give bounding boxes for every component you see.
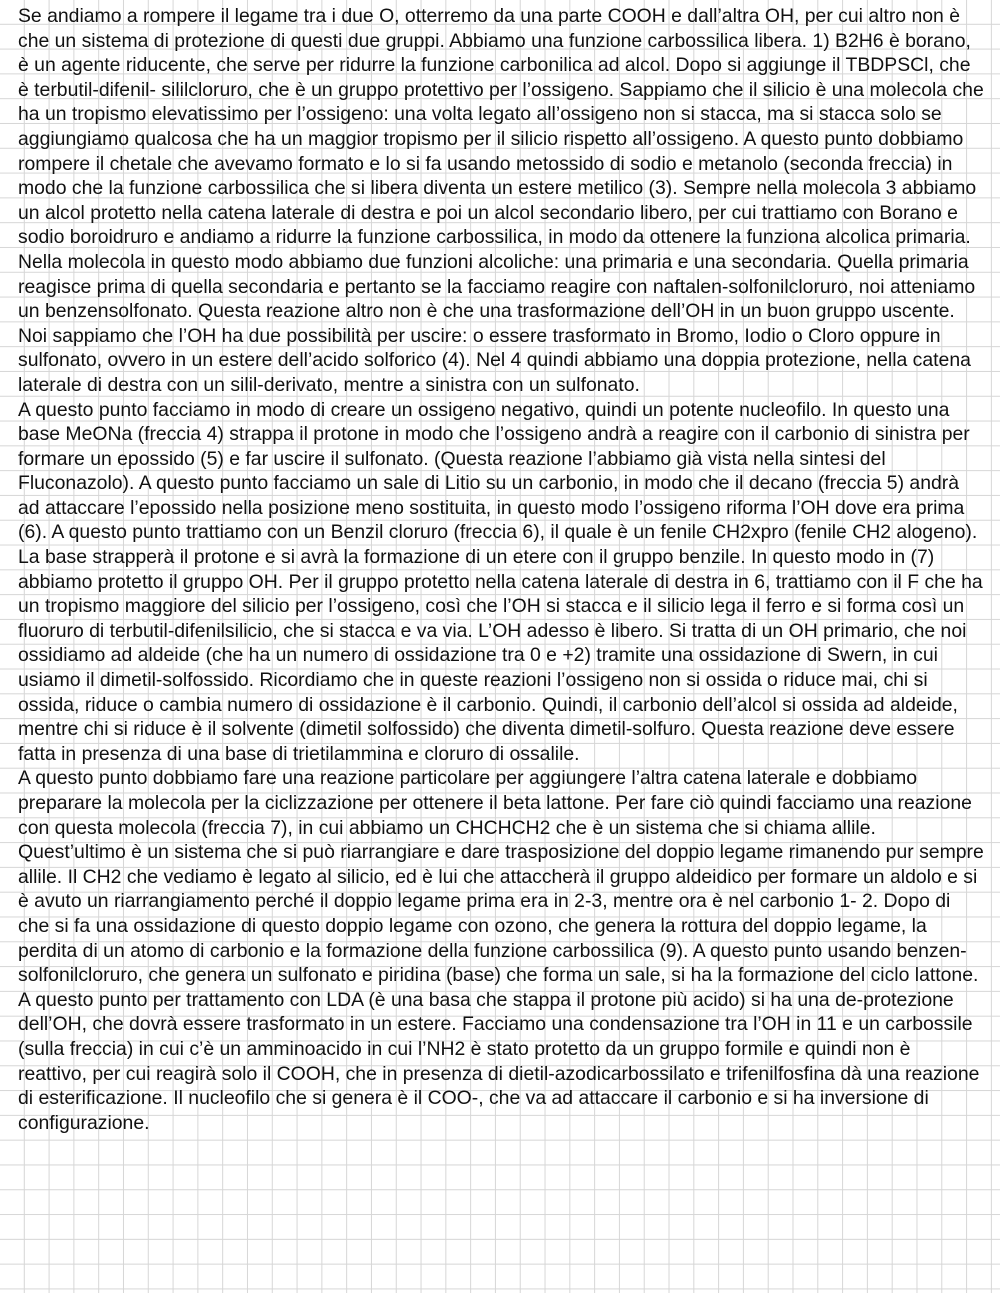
paragraph-1: Se andiamo a rompere il legame tra i due O, otterremo da una parte COOH e dall’altra OH, per cui altro non è che un sistema di protezione di questi due gruppi. Abbiamo una funzione carbossilica libera. 1) B2H6 è borano, è un agente riducente, che serve per ridurre la funzione carbonilica ad alcol. Dopo si aggiunge il TBDPSCl, che è terbutil-difenil- sililcloruro, che è un gruppo protettivo per l’ossigeno. Sappiamo che il silicio è una molecola che ha un tropismo elevatissimo per l’ossigeno: una volta legato all’ossigeno non si stacca, ma si stacca solo se aggiungiamo qualcosa che ha un maggior tropismo per il silicio rispetto all’ossigeno. A questo punto dobbiamo rompere il chetale che avevamo formato e lo si fa usando metossido di sodio e metanolo (seconda freccia) in modo che la funzione carbossilica che si libera diventa un estere metilico (3). Sempre nella molecola 3 abbiamo un alcol protetto nella catena laterale di destra e poi un alcol secondario libero, per cui trattiamo con Borano e sodio boroidruro e andiamo a ridurre la funzione carbossilica, in modo da ottenere la funziona alcolica primaria. Nella molecola in questo modo abbiamo due funzioni alcoliche: una primaria e una secondaria. Quella primaria reagisce prima di quella secondaria e pertanto se la facciamo reagire con naftalen-solfonilcloruro, noi atteniamo un benzensolfonato. Questa reazione altro non è che una trasformazione dell’OH in un buon gruppo uscente. Noi sappiamo che l’OH ha due possibilità per uscire: o essere trasformato in Bromo, Iodio o Cloro oppure in sulfonato, ovvero in un estere dell’acido solforico (4). Nel 4 quindi abbiamo una doppia protezione, nella catena laterale di destra con un silil-derivato, mentre a sinistra con un sulfonato. [18,5,984,396]
paragraph-3: A questo punto dobbiamo fare una reazione particolare per aggiungere l’altra catena laterale e dobbiamo preparare la molecola per la ciclizzazione per ottenere il beta lattone. Per fare ciò quindi facciamo una reazione con questa molecola (freccia 7), in cui abbiamo un CHCHCH2 che è un sistema che si chiama allile. Quest’ultimo è un sistema che si può riarrangiare e dare trasposizione del doppio legame rimanendo pur sempre allile. Il CH2 che vediamo è legato al silicio, ed è lui che attaccherà il gruppo aldeidico per formare un aldolo e si è avuto un riarrangiamento perché il doppio legame prima era in 2-3, mentre ora è nel carbonio 1- 2. Dopo di che si fa una ossidazione di questo doppio legame con ozono, che genera la rottura del doppio legame, la perdita di un atomo di carbonio e la formazione della funzione carbossilica (9). A questo punto usando benzen-solfonilcloruro, che genera un sulfonato e piridina (base) che forma un sale, si ha la formazione del ciclo lattone. A questo punto per trattamento con LDA (è una basa che stappa il protone più acido) si ha una de-protezione dell’OH, che dovrà essere trasformato in un estere. Facciamo una condensazione tra l’OH in 11 e un carbossile (sulla freccia) in cui c’è un amminoacido in cui l’NH2 è stato protetto da un gruppo formile e quindi non è reattivo, per cui reagirà solo il COOH, che in presenza di dietil-azodicarbossilato e trifenilfosfina dà una reazione di esterificazione. Il nucleofilo che si genera è il COO-, che va ad attaccare il carbonio e si ha inversione di configurazione. [18,767,984,1134]
paragraph-2: A questo punto facciamo in modo di creare un ossigeno negativo, quindi un potente nucleofilo. In questo una base MeONa (freccia 4) strappa il protone in modo che l’ossigeno andrà a reagire con il carbonio di sinistra per formare un epossido (5) e far uscire il sulfonato. (Questa reazione l’abbiamo già vista nella sintesi del Fluconazolo). A questo punto facciamo un sale di Litio su un carbonio, in modo che il decano (freccia 5) andrà ad attaccare l’epossido nella posizione meno sostituita, in questo modo l’ossigeno riforma l’OH dove era prima (6). A questo punto trattiamo con un Benzil cloruro (freccia 6), il quale è un fenile CH2xpro (fenile CH2 alogeno). La base strapperà il protone e si avrà la formazione di un etere con il gruppo benzile. In questo modo in (7) abbiamo protetto il gruppo OH. Per il gruppo protetto nella catena laterale di destra in 6, trattiamo con il F che ha un tropismo maggiore del silicio per l’ossigeno, così che l’OH si stacca e il silicio lega il ferro e si forma così un fluoruro di terbutil-difenilsilicio, che si stacca e va via. L’OH adesso è libero. Si tratta di un OH primario, che noi ossidiamo ad aldeide (che ha un numero di ossidazione tra 0 e +2) tramite una ossidazione di Swern, in cui usiamo il dimetil-solfossido. Ricordiamo che in queste reazioni l’ossigeno non si ossida o riduce mai, chi si ossida, riduce o cambia numero di ossidazione è il carbonio. Quindi, il carbonio dell’alcol si ossida ad aldeide, mentre chi si riduce è il solvente (dimetil solfossido) che diventa dimetil-solfuro. Questa reazione deve essere fatta in presenza di una base di trietilammina e cloruro di ossalile. [18,398,983,765]
document-page [18,4,984,1135]
